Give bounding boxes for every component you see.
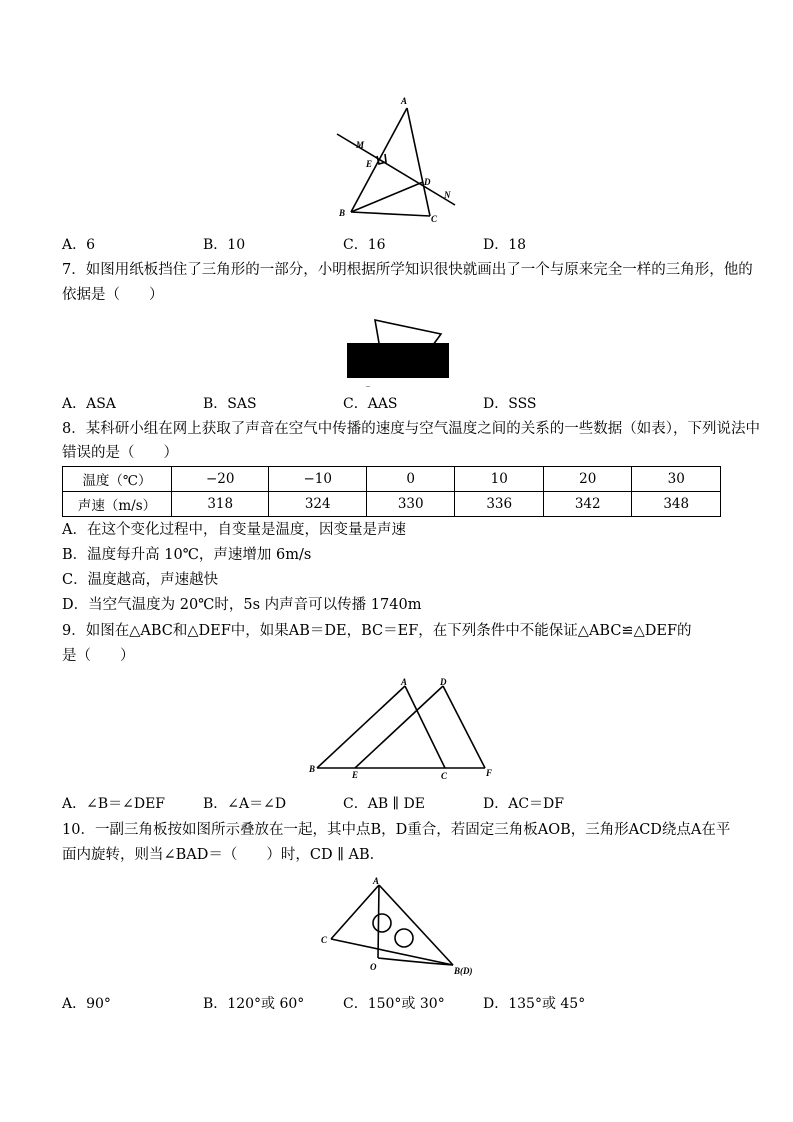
- q10-option-b[interactable]: B．120°或 60°: [203, 996, 305, 1012]
- q10-option-a[interactable]: A．90°: [62, 996, 111, 1012]
- q6-label-e: E: [366, 159, 373, 169]
- q6-line-mn: [337, 134, 455, 205]
- q8-data-table: [62, 466, 721, 517]
- q7-option-c[interactable]: C．AAS: [343, 396, 398, 412]
- q10-circle-2: [395, 929, 413, 947]
- table-cell: 348: [632, 492, 721, 517]
- q6-line-ac: [407, 108, 430, 216]
- q8-option-b[interactable]: B．温度每升高 10℃，声速增加 6m/s: [62, 547, 312, 563]
- q6-label-n: N: [444, 190, 451, 200]
- q6-label-a: A: [401, 96, 408, 106]
- q7-option-d[interactable]: D．SSS: [483, 396, 537, 412]
- table-cell: 336: [455, 492, 544, 517]
- q9-stem-line1: 9．如图在△ABC和△DEF中，如果AB＝DE，BC＝EF，在下列条件中不能保证△ABC≌△DEF的: [62, 623, 692, 639]
- q9-figure: [305, 676, 505, 784]
- q9-option-d[interactable]: D．AC＝DF: [483, 796, 564, 812]
- q9-label-a: A: [401, 677, 408, 687]
- q9-option-b[interactable]: B．∠A＝∠D: [203, 796, 287, 812]
- q6-label-d: D: [424, 177, 431, 187]
- q10-figure: [315, 873, 485, 981]
- q9-label-d: D: [440, 677, 447, 687]
- q9-label-e: E: [352, 770, 359, 780]
- q10-line-ac: [331, 885, 379, 939]
- q7-stem-line2: 依据是（ ）: [62, 287, 164, 303]
- q10-label-bd: B(D): [454, 966, 473, 976]
- q9-label-b: B: [309, 764, 316, 774]
- q6-label-b: B: [339, 208, 346, 218]
- q7-stem-line1: 7．如图用纸板挡住了三角形的一部分，小明根据所学知识很快就画出了一个与原来完全一样的三角形，他的: [62, 262, 753, 278]
- q9-line-ab: [317, 686, 405, 768]
- q8-option-c[interactable]: C．温度越高，声速越快: [62, 572, 219, 588]
- q10-label-c: C: [321, 935, 328, 945]
- q9-line-de: [355, 686, 443, 768]
- q10-circle-1: [373, 914, 391, 932]
- table-cell: 0: [366, 467, 455, 492]
- q9-option-a[interactable]: A．∠B＝∠DEF: [62, 796, 166, 812]
- q7-option-a[interactable]: A．ASA: [62, 396, 116, 412]
- q9-line-df: [443, 686, 485, 768]
- q9-option-c[interactable]: C．AB ∥ DE: [343, 796, 425, 812]
- table-cell: 30: [632, 467, 721, 492]
- table-cell: 318: [172, 492, 269, 517]
- q10-label-a: A: [373, 876, 380, 886]
- q10-stem-line1: 10．一副三角板按如图所示叠放在一起，其中点B，D重合，若固定三角板AOB，三角形ACD绕点A在平: [62, 822, 731, 838]
- q6-label-c: C: [431, 214, 438, 224]
- q10-option-c[interactable]: C．150°或 30°: [343, 996, 445, 1012]
- q6-line-bd: [351, 182, 423, 212]
- table-cell: 330: [366, 492, 455, 517]
- table-cell: 20: [543, 467, 632, 492]
- q10-option-d[interactable]: D．135°或 45°: [483, 996, 586, 1012]
- q6-option-b[interactable]: B．10: [203, 237, 246, 253]
- table-header-speed: 声速（m/s）: [63, 492, 172, 517]
- q6-option-d[interactable]: D．18: [483, 237, 527, 253]
- q7-cardboard: [347, 343, 449, 378]
- table-row: [63, 467, 721, 492]
- q6-option-c[interactable]: C．16: [343, 237, 386, 253]
- table-header-temperature: 温度（℃）: [63, 467, 172, 492]
- q6-figure: [325, 92, 465, 227]
- q10-stem-line2: 面内旋转，则当∠BAD＝（ ）时，CD ∥ AB．: [62, 847, 385, 863]
- q8-stem-line1: 8．某科研小组在网上获取了声音在空气中传播的速度与空气温度之间的关系的一些数据（如表），下列说法中: [62, 421, 760, 437]
- q10-line-ao: [378, 885, 379, 958]
- table-row: [63, 492, 721, 517]
- q9-label-c: C: [441, 771, 448, 781]
- q8-option-d[interactable]: D．当空气温度为 20℃时，5s 内声音可以传播 1740m: [62, 597, 422, 613]
- table-cell: 342: [543, 492, 632, 517]
- q6-line-bc: [351, 212, 430, 216]
- q10-line-ob: [378, 958, 453, 965]
- table-cell: −20: [172, 467, 269, 492]
- table-cell: −10: [269, 467, 366, 492]
- q8-stem-line2: 错误的是（ ）: [62, 445, 178, 461]
- q6-label-m: M: [356, 140, 365, 150]
- q7-dots: ..: [366, 380, 370, 388]
- q7-figure: [345, 316, 451, 388]
- q10-line-cd: [331, 939, 453, 965]
- q10-label-o: O: [370, 962, 377, 972]
- q9-stem-line2: 是（ ）: [62, 648, 135, 664]
- q7-option-b[interactable]: B．SAS: [203, 396, 257, 412]
- q8-option-a[interactable]: A．在这个变化过程中，自变量是温度，因变量是声速: [62, 522, 406, 538]
- q9-label-f: F: [486, 768, 493, 778]
- table-cell: 10: [455, 467, 544, 492]
- q6-option-a[interactable]: A．6: [62, 237, 96, 253]
- q9-line-ac: [405, 686, 445, 768]
- table-cell: 324: [269, 492, 366, 517]
- q7-visible-triangle-part: [375, 320, 441, 345]
